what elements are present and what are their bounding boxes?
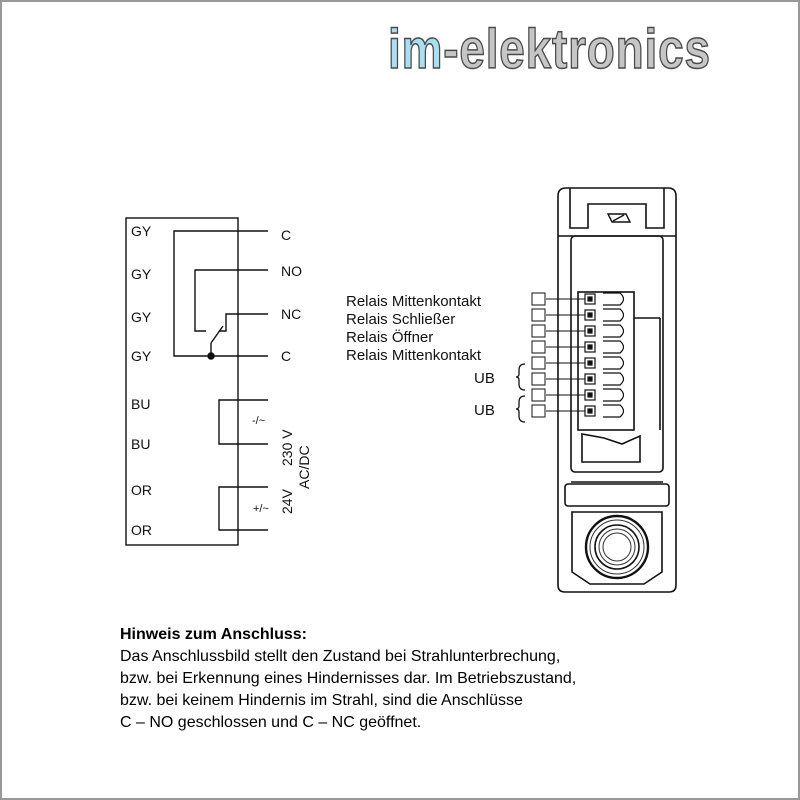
terminal-contact bbox=[588, 393, 592, 397]
terminal-lever bbox=[603, 309, 624, 321]
ub-braces bbox=[516, 364, 525, 422]
terminal-labels bbox=[346, 293, 495, 419]
terminal-wire-box bbox=[532, 373, 545, 385]
note-line-2: bzw. bei Erkennung eines Hindernisses dar. Im Betriebszustand, bbox=[120, 670, 577, 687]
common-link bbox=[174, 231, 238, 356]
voltage-24-label: 24V bbox=[279, 489, 295, 514]
terminal-wire-box bbox=[532, 357, 545, 369]
emblem-icon bbox=[608, 214, 630, 222]
terminal-wire-box bbox=[532, 405, 545, 417]
terminal-screws bbox=[585, 293, 624, 417]
terminal-contact bbox=[588, 345, 592, 349]
contact-label-nc: NC bbox=[281, 306, 302, 322]
wire-label-3: GY bbox=[131, 309, 152, 325]
terminal-window bbox=[571, 236, 663, 472]
contact-labels bbox=[281, 227, 302, 364]
terminal-contact bbox=[588, 297, 592, 301]
no-link bbox=[195, 270, 238, 331]
terminal-lever bbox=[603, 293, 624, 305]
terminal-lever bbox=[603, 341, 624, 353]
terminal-label-3: Relais Öffner bbox=[346, 329, 434, 346]
relay-junction-dot bbox=[208, 353, 214, 359]
note-heading: Hinweis zum Anschluss: bbox=[120, 626, 307, 643]
contact-label-no: NO bbox=[281, 263, 302, 279]
voltage-230-label: 230 V bbox=[279, 429, 295, 466]
terminal-lever bbox=[603, 389, 624, 401]
terminal-wire-box bbox=[532, 309, 545, 321]
supply-ac-label: -/~ bbox=[252, 415, 266, 427]
terminal-label-4: Relais Mittenkontakt bbox=[346, 347, 482, 364]
wire-label-4: GY bbox=[131, 348, 152, 364]
contact-label-c: C bbox=[281, 227, 292, 243]
logo-part-elektronics: -elektronics bbox=[443, 17, 711, 80]
wire-label-8: OR bbox=[131, 522, 152, 538]
terminal-wire-box bbox=[532, 325, 545, 337]
supply-dc-label: +/~ bbox=[253, 503, 269, 515]
bu-supply-bracket bbox=[219, 400, 238, 444]
logo-part-im: im bbox=[388, 17, 444, 80]
wire-label-5: BU bbox=[131, 396, 151, 412]
latch-tab bbox=[582, 434, 640, 462]
note-line-4: C – NO geschlossen und C – NC geöffnet. bbox=[120, 714, 422, 731]
ub-label-1: UB bbox=[474, 370, 495, 387]
wire-label-1: GY bbox=[131, 223, 152, 239]
terminal-lever bbox=[603, 405, 624, 417]
connection-note bbox=[120, 624, 720, 734]
terminal-contact bbox=[588, 329, 592, 333]
wire-label-7: OR bbox=[131, 482, 152, 498]
contact-label-c2: C bbox=[281, 348, 292, 364]
voltage-acdc-label: AC/DC bbox=[296, 445, 312, 489]
terminal-lever bbox=[603, 325, 624, 337]
relay-switch-arm bbox=[211, 326, 223, 343]
terminal-label-2: Relais Schließer bbox=[346, 311, 456, 328]
gland-threads bbox=[590, 520, 644, 574]
terminal-contact bbox=[588, 377, 592, 381]
terminal-lever bbox=[603, 357, 624, 369]
terminal-wire-box bbox=[532, 389, 545, 401]
terminal-wire-box bbox=[532, 293, 545, 305]
ub-label-2: UB bbox=[474, 402, 495, 419]
note-line-1: Das Anschlussbild stellt den Zustand bei Strahlunterbrechung, bbox=[120, 648, 561, 665]
wire-label-2: GY bbox=[131, 266, 152, 282]
or-supply-bracket bbox=[219, 487, 238, 530]
terminal-contact bbox=[588, 313, 592, 317]
terminal-lever bbox=[603, 373, 624, 385]
terminal-contact bbox=[588, 409, 592, 413]
terminal-contact bbox=[588, 361, 592, 365]
note-line-3: bzw. bei keinem Hindernis im Strahl, sind die Anschlüsse bbox=[120, 692, 523, 709]
wire-color-labels bbox=[131, 223, 152, 538]
terminal-wire-box bbox=[532, 341, 545, 353]
terminal-label-1: Relais Mittenkontakt bbox=[346, 293, 482, 310]
wire-label-6: BU bbox=[131, 436, 151, 452]
